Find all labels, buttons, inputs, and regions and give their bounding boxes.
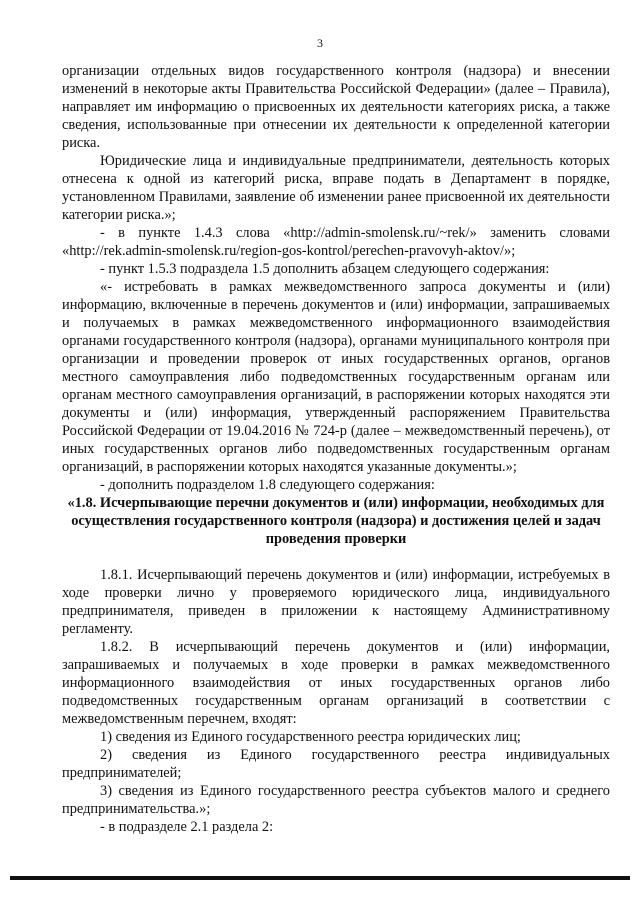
paragraph-continuation: организации отдельных видов государственного контроля (надзора) и внесении изменений в некоторые акты Правительства Российской Федерации» (далее – Правила), направляет им информацию о присвоенных их деятельности категориях риска, а также сведения, использованные при отнесении их деятельности к определенной категории риска.: [62, 63, 610, 151]
list-item-2: 2) сведения из Единого государственного реестра индивидуальных предпринимателей;: [62, 747, 610, 781]
paragraph-subsection-2-1: - в подразделе 2.1 раздела 2:: [100, 819, 274, 835]
paragraph-legal-entities: Юридические лица и индивидуальные предприниматели, деятельность которых отнесена к одной из категорий риска, вправе подать в Департамент в порядке, установленном Правилами, заявление об изменении ранее присвоенной их деятельности категории риска.»;: [62, 153, 610, 223]
paragraph-clause-1-5-3: - пункт 1.5.3 подраздела 1.5 дополнить абзацем следующего содержания:: [100, 261, 550, 277]
list-item-3: 3) сведения из Единого государственного реестра субъектов малого и среднего предпринимательства.»;: [62, 783, 610, 817]
page-number: 3: [317, 36, 323, 50]
paragraph-1-8-1: 1.8.1. Исчерпывающий перечень документов и (или) информации, истребуемых в ходе проверки лично у проверяемого юридического лица, индивидуального предпринимателя, приведен в приложении к настоящему Административному регламенту.: [62, 567, 610, 637]
paragraph-add-subsection: - дополнить подразделом 1.8 следующего содержания:: [100, 477, 435, 493]
document-body: [62, 62, 610, 836]
paragraph-clause-1-4-3: - в пункте 1.4.3 слова «http://admin-smolensk.ru/~rek/» заменить словами «http://rek.admin-smolensk.ru/region-gos-kontrol/perechen-pravovyh-aktov/»;: [62, 225, 610, 259]
spacer: [62, 548, 610, 566]
bottom-rule: [10, 876, 630, 880]
paragraph-request-documents: «- истребовать в рамках межведомственного запроса документы и (или) информацию, включенные в перечень документов и (или) информации, запрашиваемых и получаемых в рамках межведомственного информационного взаимодействия органами государственного контроля (надзора), органами муниципального контроля при организации и проведении проверок от иных государственных органов, органов местного самоуправления либо подведомственных государственным органам или органам местного самоуправления организаций, в распоряжении которых находятся эти документы и (или) информация, утвержденный распоряжением Правительства Российской Федерации от 19.04.2016 № 724-р (далее – межведомственный перечень), от иных государственных органов либо подведомственных государственным органам организаций, в распоряжении которых находятся указанные документы.»;: [62, 279, 610, 475]
paragraph-1-8-2: 1.8.2. В исчерпывающий перечень документов и (или) информации, запрашиваемых и получаемых в ходе проверки в рамках межведомственного информационного взаимодействия от иных государственных органов либо подведомственных государственным органам организаций в соответствии с межведомственным перечнем, входят:: [62, 639, 610, 727]
section-heading: «1.8. Исчерпывающие перечни документов и (или) информации, необходимых для осуществления государственного контроля (надзора) и достижения целей и задач проведения проверки: [67, 495, 605, 547]
list-item-1: 1) сведения из Единого государственного реестра юридических лиц;: [100, 729, 521, 745]
